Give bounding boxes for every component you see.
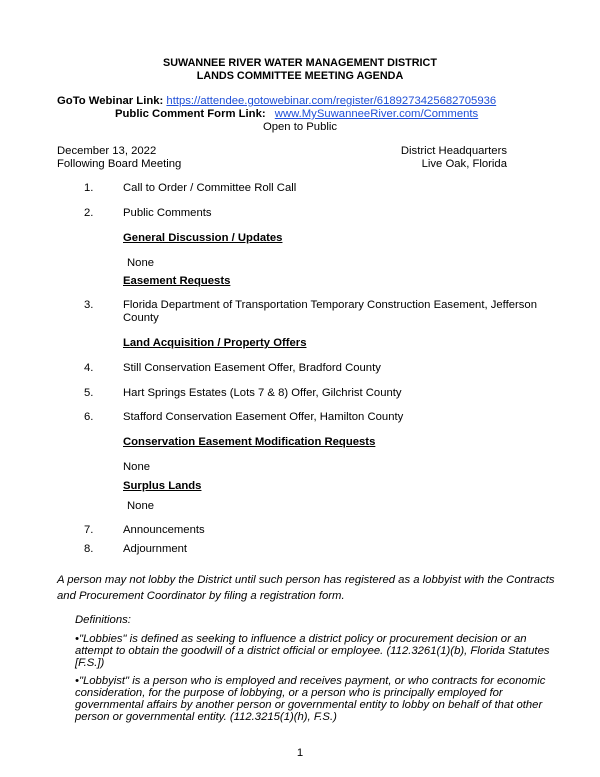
item-number: 4. — [84, 362, 94, 374]
section-none: None — [123, 461, 151, 473]
webinar-row — [57, 95, 496, 108]
definition-lobbyist-line3: governmental affairs by another person or governmental entity to lobby on behalf of that other — [75, 699, 543, 711]
webinar-link[interactable]: https://attendee.gotowebinar.com/register/6189273425682705936 — [166, 95, 497, 107]
comment-link[interactable]: www.MySuwanneeRiver.com/Comments — [274, 108, 479, 120]
agenda-item: Adjournment — [123, 543, 188, 555]
page-number: 1 — [296, 747, 304, 759]
definition-lobbyist-line2: consideration, for the purpose of lobbying, or a person who is principally employed for — [75, 687, 503, 699]
section-heading: Easement Requests — [123, 275, 231, 287]
item-number: 7. — [84, 524, 94, 536]
item-number: 8. — [84, 543, 94, 555]
definition-lobbyist: •"Lobbyist" is a person who is employed and receives payment, or who contracts for economic — [75, 675, 546, 687]
definition-lobbies-line2: attempt to obtain the goodwill of a district official or employee. (112.3261(1)(b), Florida Statutes — [75, 645, 550, 657]
agenda-item-continued: County — [123, 312, 159, 324]
section-heading: Surplus Lands — [123, 480, 202, 492]
agenda-item: Announcements — [123, 524, 205, 536]
comment-label: Public Comment Form Link: — [115, 108, 266, 120]
section-heading: Land Acquisition / Property Offers — [123, 337, 307, 349]
definition-lobbies-line3: [F.S.]) — [75, 657, 105, 669]
agenda-item: Stafford Conservation Easement Offer, Hamilton County — [123, 411, 404, 423]
agenda-item: Public Comments — [123, 207, 212, 219]
section-none: None — [127, 500, 155, 512]
item-number: 5. — [84, 387, 94, 399]
item-number: 6. — [84, 411, 94, 423]
page-title: LANDS COMMITTEE MEETING AGENDA — [196, 70, 404, 82]
agenda-item: Florida Department of Transportation Temporary Construction Easement, Jefferson — [123, 299, 538, 311]
meeting-time: Following Board Meeting — [57, 158, 182, 170]
meeting-city: Live Oak, Florida — [421, 158, 507, 170]
definitions-heading: Definitions: — [75, 614, 131, 626]
lobby-notice-continued: and Procurement Coordinator by filing a registration form. — [57, 590, 345, 602]
webinar-label: GoTo Webinar Link: — [57, 95, 164, 107]
section-none: None — [127, 257, 155, 269]
meeting-location: District Headquarters — [400, 145, 507, 157]
comment-row — [115, 108, 478, 121]
meeting-date: December 13, 2022 — [57, 145, 157, 157]
agenda-item: Call to Order / Committee Roll Call — [123, 182, 297, 194]
definition-lobbies: •"Lobbies" is defined as seeking to influence a district policy or procurement decision or an — [75, 633, 527, 645]
section-heading: Conservation Easement Modification Requests — [123, 436, 376, 448]
org-name: SUWANNEE RIVER WATER MANAGEMENT DISTRICT — [163, 57, 437, 69]
section-heading: General Discussion / Updates — [123, 232, 283, 244]
definition-lobbyist-line4: person or governmental entity. (112.3215(1)(h), F.S.) — [75, 711, 337, 723]
item-number: 2. — [84, 207, 94, 219]
agenda-item: Still Conservation Easement Offer, Bradford County — [123, 362, 381, 374]
item-number: 3. — [84, 299, 94, 311]
open-to-public: Open to Public — [262, 121, 338, 133]
item-number: 1. — [84, 182, 94, 194]
agenda-item: Hart Springs Estates (Lots 7 & 8) Offer, Gilchrist County — [123, 387, 402, 399]
lobby-notice: A person may not lobby the District until such person has registered as a lobbyist with the Contracts — [57, 574, 555, 586]
